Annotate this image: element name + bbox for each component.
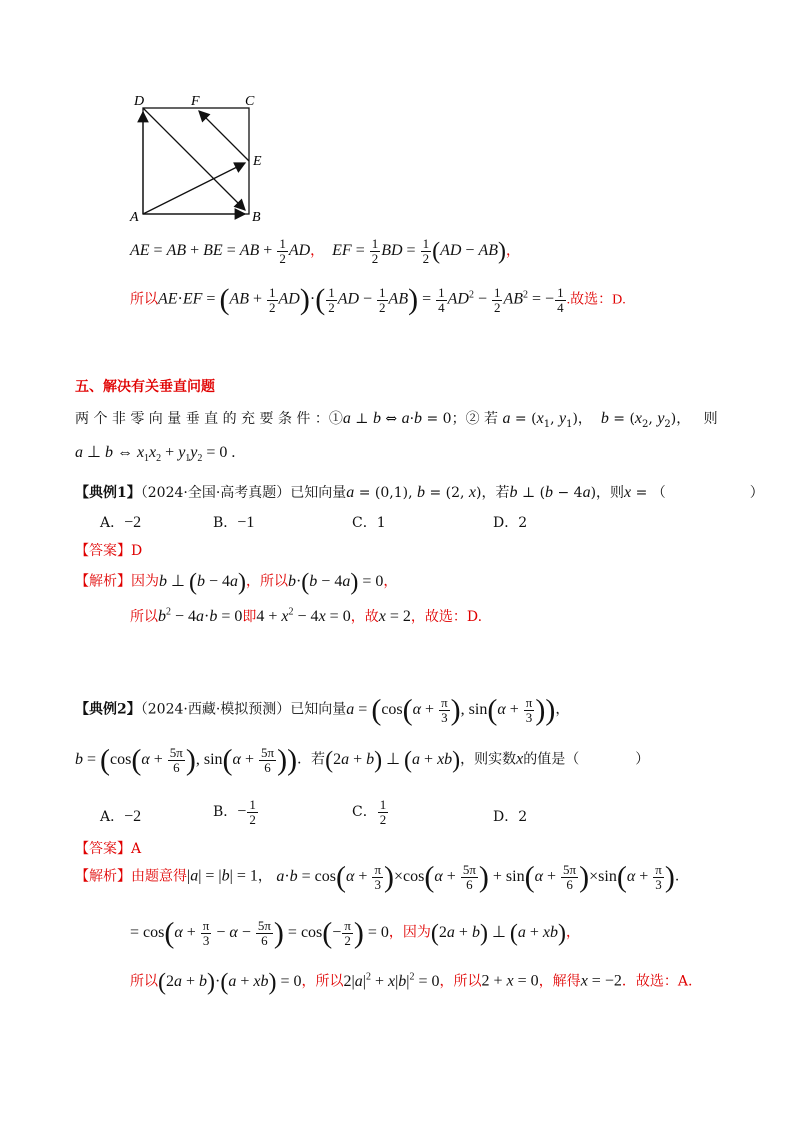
example1-answer: 【答案】D <box>75 543 143 559</box>
example2-analysis-line-3: 所以(2a + b)·(a + xb) = 0，所以$2|a|^2 + x|b|^2 = 0$，所以2 + x = 0，解得x = −2．故选：A. <box>130 969 693 995</box>
example1-option-d[interactable]: D．2 <box>493 515 528 531</box>
intro-choose: .故选：D. <box>566 292 626 308</box>
example2-option-b[interactable]: B．− $\frac{1}{2}$ <box>213 797 256 827</box>
label-e: E <box>253 154 262 169</box>
example2-option-c[interactable]: C． $\frac{1}{2}$ <box>352 797 387 827</box>
desc-text: 两 个 非 零 向 量 垂 直 的 充 要 条 件 ： <box>75 411 329 427</box>
example1-tag: 【典例1】 <box>75 485 141 501</box>
vector-ef <box>199 111 249 161</box>
label-d: D <box>134 94 145 109</box>
example2-option-a[interactable]: A．−2 <box>100 808 142 825</box>
example2-question-line-1: 【典例2】（2024·西藏·模拟预测）已知向量a = (cos(α + $\frac{\pi}{3}$ ), sin(α + $\frac{\pi}{3}$ ))， <box>75 693 570 726</box>
section-desc-line-1: 两 个 非 零 向 量 垂 直 的 充 要 条 件 ：①a ⊥ b ⇔ a·b = 0；② 若 $a = (x_1$, $y_1$)， $b = (x_2$, $y_2$)， 则 <box>75 410 718 430</box>
intro-line-1: AE = AB + BE = AB + $\frac{1}{2}$ AD， EF = $\frac{1}{2}$ BD = $\frac{1}{2}$ (AD − AB)， <box>130 236 520 266</box>
example2-tag: 【典例2】 <box>75 701 141 718</box>
label-a: A <box>130 210 139 225</box>
example2-analysis-line-2: = cos(α + $\frac{\pi}{3}$ − α − $\frac{5\pi}{6}$ ) = cos(− $\frac{\pi}{2}$ ) = 0，因为(2a + b) ⊥ (a + xb)， <box>130 916 581 949</box>
example2-question-line-2: b = (cos(α + $\frac{5\pi}{6}$ ), sin(α + $\frac{5\pi}{6}$ ))．若(2a + b) ⊥ (a + xb)，则实数x的值是（ ） <box>75 743 650 776</box>
example1-analysis-line-2: 所以$b^2 - 4a\cdot b = 0$即$4 + x^2 - 4x = 0$，故x = 2，故选：D. <box>130 606 483 625</box>
desc-mid: ；② 若 <box>451 411 499 427</box>
vector-ae <box>143 163 245 214</box>
label-f: F <box>191 94 200 109</box>
vector-figure <box>125 90 275 230</box>
label-b: B <box>252 210 261 225</box>
example1-analysis-line-1: 【解析】因为b ⊥ (b − 4a)，所以b·(b − 4a) = 0， <box>75 569 398 595</box>
intro-sep: ， <box>310 244 325 260</box>
intro-so: 所以 <box>130 292 158 308</box>
example1-source: （2024·全国·高考真题）已知向量 <box>140 485 347 501</box>
desc-then: 则 <box>703 411 718 427</box>
example2-analysis-line-1: 【解析】由题意得|a| = |b| = 1， a·b = cos(α + $\frac{\pi}{3}$ )×cos(α + $\frac{5\pi}{6}$ ) + sin(α + $\frac{5\pi}{6}$ )×sin(α + $\frac{\pi}{3}$ ). <box>75 860 680 893</box>
label-c: C <box>245 94 255 109</box>
section-title: 五、解决有关垂直问题 <box>75 379 215 395</box>
example2-option-d[interactable]: D．2 <box>493 809 528 825</box>
intro-line-2: 所以AE·EF = (AB + $\frac{1}{2}$ AD)·( $\frac{1}{2}$ AD − $\frac{1}{2}$ AB) = $\frac{1}{4}$ $AD^2$ − $\frac{1}{2}$ $AB^2$ = − $\frac{1}{4}$ .故选：D. <box>130 283 626 316</box>
example1-option-c[interactable]: C．1 <box>352 515 386 531</box>
example1-option-a[interactable]: A．−2 <box>100 514 142 531</box>
example2-answer: 【答案】A <box>75 841 142 857</box>
vector-bd <box>143 108 245 210</box>
section-desc-line-2: a ⊥ b ⇔ $x_1x_2 + y_1y_2 = 0$ . <box>75 444 236 465</box>
example1-question: 【典例1】（2024·全国·高考真题）已知向量a = (0,1), b = (2, x)，若b ⊥ (b − 4a)，则x = （ ） <box>75 484 764 501</box>
example1-option-b[interactable]: B．−1 <box>213 514 255 531</box>
